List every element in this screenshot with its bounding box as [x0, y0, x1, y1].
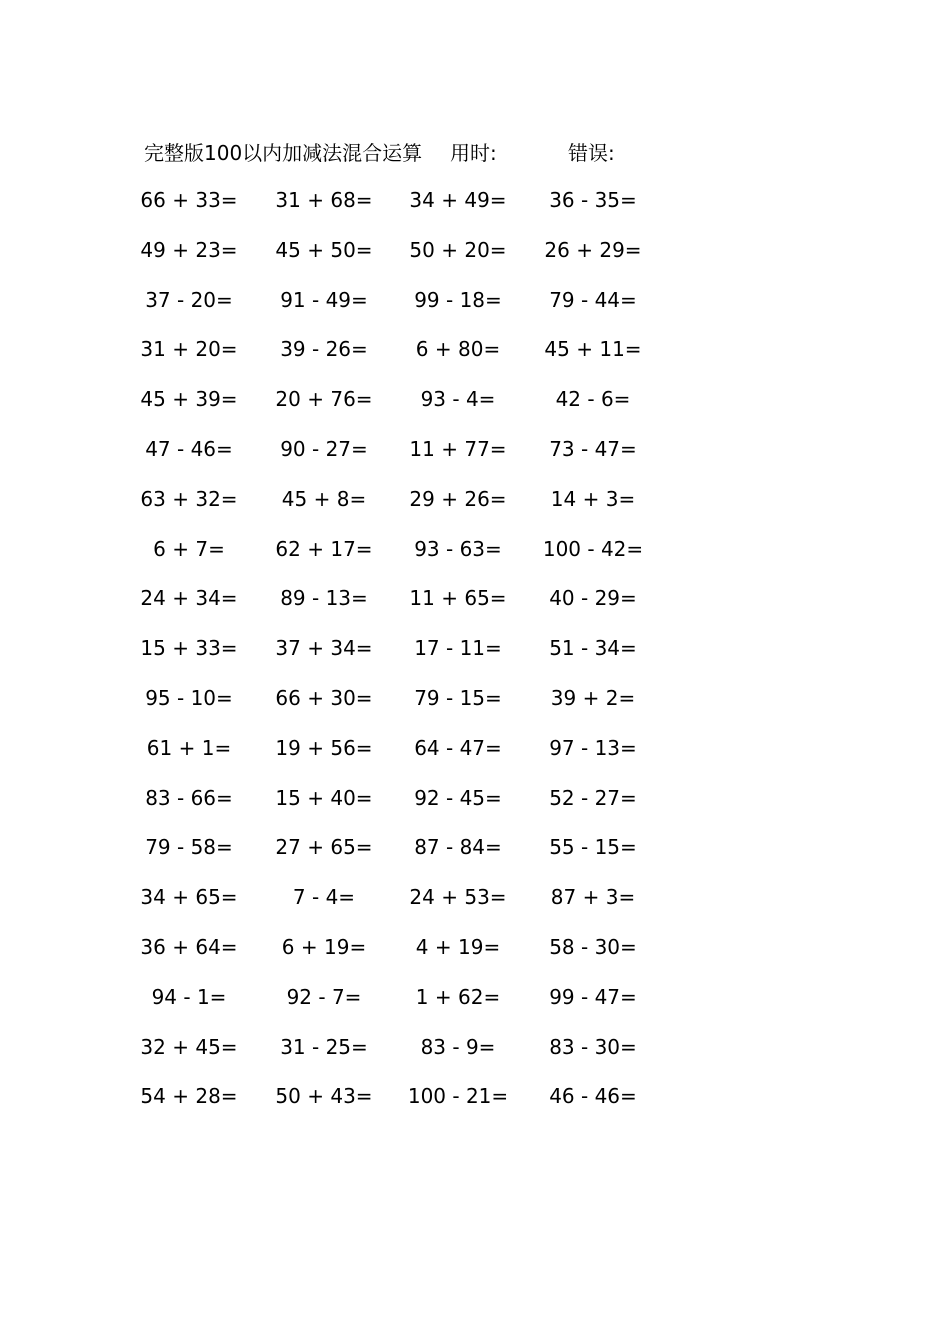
problem-row	[0, 535, 950, 585]
math-problem: 55 - 15=	[549, 835, 637, 860]
math-problem: 32 + 45=	[140, 1034, 238, 1059]
math-problem: 34 + 65=	[140, 885, 238, 910]
math-problem: 31 + 20=	[140, 337, 238, 362]
problem-row	[0, 933, 950, 983]
math-problem: 45 + 8=	[281, 486, 367, 511]
math-problem: 34 + 49=	[409, 188, 507, 212]
math-problem: 66 + 30=	[275, 685, 373, 710]
math-problem: 17 - 11=	[414, 636, 502, 661]
problem-row	[0, 883, 950, 933]
math-problem: 66 + 33=	[140, 188, 238, 212]
math-problem: 29 + 26=	[409, 486, 507, 511]
math-problem: 52 - 27=	[549, 785, 637, 810]
math-problem: 92 - 7=	[286, 984, 362, 1009]
math-problem: 87 - 84=	[414, 835, 502, 860]
math-problem: 4 + 19=	[415, 934, 501, 959]
math-problem: 49 + 23=	[140, 237, 238, 262]
problem-row	[0, 784, 950, 834]
math-problem: 36 + 64=	[140, 934, 238, 959]
worksheet-header	[0, 137, 950, 163]
math-problem: 50 + 43=	[275, 1084, 373, 1109]
math-problem: 39 + 2=	[550, 685, 636, 710]
problem-row	[0, 684, 950, 734]
math-problem: 7 - 4=	[292, 885, 356, 910]
math-problem: 45 + 39=	[140, 387, 238, 412]
problem-row	[0, 485, 950, 535]
math-problem: 15 + 33=	[140, 636, 238, 661]
math-problem: 27 + 65=	[275, 835, 373, 860]
problem-row	[0, 1082, 950, 1132]
math-problem: 79 - 44=	[549, 287, 637, 312]
math-problem: 39 - 26=	[280, 337, 368, 362]
problem-row	[0, 584, 950, 634]
math-problem: 24 + 53=	[409, 885, 507, 910]
math-problem: 50 + 20=	[409, 237, 507, 262]
math-problem: 90 - 27=	[280, 436, 368, 461]
problem-row	[0, 236, 950, 286]
math-problem: 24 + 34=	[140, 586, 238, 611]
math-problem: 20 + 76=	[275, 387, 373, 412]
problem-row	[0, 186, 950, 236]
math-problem: 93 - 63=	[414, 536, 502, 561]
math-problem: 37 + 34=	[275, 636, 373, 661]
math-problem: 63 + 32=	[140, 486, 238, 511]
math-problem: 99 - 47=	[549, 984, 637, 1009]
math-problem: 58 - 30=	[549, 934, 637, 959]
math-problem: 1 + 62=	[415, 984, 501, 1009]
math-problem: 45 + 50=	[275, 237, 373, 262]
math-problem: 14 + 3=	[550, 486, 636, 511]
math-problem: 73 - 47=	[549, 436, 637, 461]
math-problem: 91 - 49=	[280, 287, 368, 312]
problem-row	[0, 634, 950, 684]
problem-row	[0, 286, 950, 336]
math-problem: 6 + 7=	[153, 536, 225, 561]
math-problem: 79 - 58=	[145, 835, 233, 860]
math-problem: 95 - 10=	[145, 685, 233, 710]
problem-row	[0, 833, 950, 883]
math-problem: 83 - 9=	[420, 1034, 496, 1059]
math-problem: 61 + 1=	[146, 735, 232, 760]
math-problem: 11 + 77=	[409, 436, 507, 461]
math-problem: 31 + 68=	[275, 188, 373, 212]
math-problem: 89 - 13=	[280, 586, 368, 611]
problem-row	[0, 1033, 950, 1083]
math-problem: 42 - 6=	[555, 387, 631, 412]
math-problem: 94 - 1=	[151, 984, 227, 1009]
math-problem: 97 - 13=	[549, 735, 637, 760]
math-problem: 11 + 65=	[409, 586, 507, 611]
math-problem: 92 - 45=	[414, 785, 502, 810]
math-problem: 26 + 29=	[544, 237, 642, 262]
math-problem: 62 + 17=	[275, 536, 373, 561]
math-problem: 99 - 18=	[414, 287, 502, 312]
math-problem: 93 - 4=	[420, 387, 496, 412]
math-problem: 6 + 19=	[281, 934, 367, 959]
math-problem: 45 + 11=	[544, 337, 642, 362]
math-problem: 31 - 25=	[280, 1034, 368, 1059]
math-problem: 51 - 34=	[549, 636, 637, 661]
worksheet-title: 完整版100以内加减法混合运算	[144, 141, 423, 165]
math-problem: 83 - 66=	[145, 785, 233, 810]
error-count-label: 错误:	[568, 141, 615, 165]
math-problem: 40 - 29=	[549, 586, 637, 611]
math-problem: 100 - 21=	[407, 1084, 509, 1109]
problem-grid	[0, 186, 950, 1132]
math-problem: 36 - 35=	[549, 188, 637, 212]
problem-row	[0, 734, 950, 784]
math-problem: 15 + 40=	[275, 785, 373, 810]
math-problem: 87 + 3=	[550, 885, 636, 910]
math-problem: 79 - 15=	[414, 685, 502, 710]
math-problem: 19 + 56=	[275, 735, 373, 760]
problem-row	[0, 335, 950, 385]
math-problem: 47 - 46=	[145, 436, 233, 461]
math-problem: 6 + 80=	[415, 337, 501, 362]
math-problem: 64 - 47=	[414, 735, 502, 760]
problem-row	[0, 983, 950, 1033]
time-used-label: 用时:	[450, 141, 497, 165]
math-problem: 46 - 46=	[549, 1084, 637, 1109]
math-problem: 83 - 30=	[549, 1034, 637, 1059]
math-problem: 37 - 20=	[145, 287, 233, 312]
math-problem: 54 + 28=	[140, 1084, 238, 1109]
problem-row	[0, 385, 950, 435]
problem-row	[0, 435, 950, 485]
math-problem: 100 - 42=	[542, 536, 644, 561]
